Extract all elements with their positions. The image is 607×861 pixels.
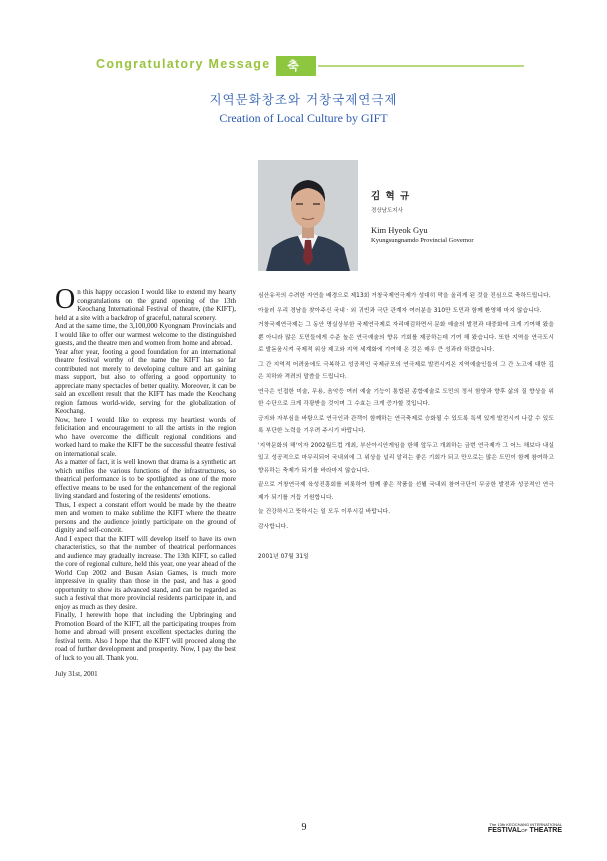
drop-cap: O <box>55 284 76 315</box>
korean-paragraph: 그 간 지역적 어려움에도 극복하고 성공적인 국제규모의 연극제로 발전시켜온 지역예술인들의 그 간 노고에 대한 깊은 치하와 격려의 말씀을 드립니다. <box>258 361 554 380</box>
festival-word-theatre: THEATRE <box>529 827 562 834</box>
author-name-ko: 김 혁 규 <box>371 191 411 202</box>
english-paragraph: And I expect that the KIFT will develop itself to have its own characteristics, so that the number of theatrical performances and audience may gradually increase. The 13th KIFT, so called the core of regional culture, held this year, one year ahead of the World Cup 2002 and Busan Asian Games, is much more impressive in quality than those in the past, and has a good opportunity to show its advanced stand, and can be regarded as such a festival that more provincial residents participate in, and enjoy as much as they desire. <box>55 534 236 611</box>
section-title-ko: 축 사 <box>276 56 316 76</box>
section-header <box>88 56 524 93</box>
english-paragraph: As a matter of fact, it is well known that drama is a synthetic art which unifies the various functions of the infrastructures, so theatrical performance is to be spotlighted as one of the more effective means to be used for the enhancement of the regional living standard and fostering of the residents' emotions. <box>55 458 236 500</box>
english-paragraph <box>55 284 236 322</box>
author-block <box>371 188 474 244</box>
author-name-en: Kim Hyeok Gyu <box>371 225 428 235</box>
english-paragraph: Now, here I would like to express my heartiest words of felicitation and encouragement to all the artists in the region who have overcome the difficult regional conditions and worked hard to make the KIFT be the successful theatre festival on international scale. <box>55 415 236 458</box>
korean-column <box>258 290 554 566</box>
festival-logo-title <box>462 827 562 835</box>
article-title-en: Creation of Local Culture by GIFT <box>219 111 388 125</box>
festival-logo <box>462 822 562 835</box>
english-paragraph: Finally, I herewith hope that including the Upbringing and Promotion Board of the KIFT, all the participating troupes from home and abroad will present excellent spectacles during the festival term. Also I hope that the KIFT will proceed along the road of further development and prosperity. Now, I pay the best of luck to you all. Thank you. <box>55 611 236 662</box>
korean-paragraph: 연극은 인접한 미술, 무용, 음악등 여러 예술 기능이 통합된 종합예술로 도민의 정서 함양과 향후 삶의 질 향상을 위한 수단으로 크게 각광받을 것이며 그 수효는 크게 증가할 것입니다. <box>258 388 554 407</box>
korean-date: 2001년 07월 31일 <box>258 554 309 560</box>
portrait-illustration <box>258 160 358 271</box>
author-role-en: Kyungsungnamdo Provincial Governor <box>371 237 474 244</box>
english-paragraph-text: n this happy occasion I would like to extend my hearty congratulations on the grand opening of the 13th Keochang International Festival of theatre, (the KIFT), held at a site with a backdrop of graceful, natural scenery. <box>55 288 236 322</box>
korean-paragraph: 거창국제연극제는 그 동안 명실상부한 국제연극제로 자리매김하면서 문화 예술의 발전과 대중화에 크게 기여해 왔을 뿐 아니라 많은 도민들에게 수준 높은 연극예술의 향유 기회를 제공하는데 기여 해 왔습니다. 또한 지역을 연극도시로 발돋움시켜 국제적 위상 제고와 지역 세계화에 기여해 온 것은 매우 큰 성과라 하겠습니다. <box>258 322 554 353</box>
english-paragraph: Year after year, footing a good foundation for an international theatre festival worthy of the name the KIFT has so far contributed not merely to developing culture and art gaining mass support, but also to offering a good opportunity to appreciate many spectacles of better quality. Moreover, it can be said an excellent result that the KIFT has made the Keochang region famous world-wide, serving for the globalization of Keochang. <box>55 347 236 415</box>
english-column <box>55 284 236 679</box>
english-date: July 31st, 2001 <box>55 670 98 678</box>
page-number: 9 <box>301 822 307 833</box>
english-paragraph: And at the same time, the 3,100,000 Kyongnam Provincials and I would like to offer our warmest welcome to the distinguished guests, and the theatre men and women from home and abroad. <box>55 322 236 347</box>
korean-paragraph: 긍지와 자부심을 바탕으로 연극인과 관객이 함께하는 연극축제로 승화될 수 있도록 특색 있게 발전시켜 나갈 수 있도록 부단한 노력을 기우려 주시기 바랍니다. <box>258 415 554 434</box>
author-portrait <box>258 160 358 271</box>
korean-paragraph: 끝으로 거창연극제 육성진흥회를 비롯하여 함께 좋은 작품을 선뵐 국내외 참여극단이 무궁한 발전과 성공적인 연극제가 되기를 거듭 기원합니다. <box>258 482 554 501</box>
festival-word-of: OF <box>521 828 528 833</box>
festival-word-festival: FESTIVAL <box>487 827 522 834</box>
article-title-ko: 지역문화창조와 거창국제연극제 <box>209 92 398 107</box>
korean-paragraph: 감사합니다. <box>258 523 289 530</box>
korean-paragraph: '지역문화의 해'이자 2002월드컵 개최, 부산아시안게임을 한해 앞두고 개최하는 금번 연극제가 그 어느 해보다 내실 있고 성공적으로 마무리되어 국내외에 그 위상을 널리 알리는 좋은 기회가 되고 만으로는 많은 도민이 함께 참여하고 향유하는 축제가 되기를 바라마지 않습니다. <box>258 442 554 474</box>
korean-paragraph: 아울러 우리 경남을 찾아주신 국내 · 외 귀빈과 극단 관계자 여러분을 310만 도민과 함께 환영해 마지 않습니다. <box>258 307 542 314</box>
section-title-en: Congratulatory Message <box>96 57 271 71</box>
festival-logo-subtitle: The 13th KEOCHANG INTERNATIONAL <box>489 822 562 827</box>
korean-paragraph: 심산유곡의 수려한 자연을 배경으로 제13회 거창국제연극제가 성대히 막을 올리게 된 것을 진심으로 축하드립니다. <box>258 293 551 299</box>
korean-paragraph: 늘 건강하시고 뜻하시는 일 모두 이루시길 바랍니다. <box>258 509 391 515</box>
author-role-ko: 경상남도지사 <box>371 208 403 214</box>
header-divider <box>318 65 524 67</box>
english-paragraph: Thus, I expect a constant effort would be made by the theatre men and women to make sublime the KIFT where the theatre persons and the audience jointly participate on the ground of dignity and self-conceit. <box>55 500 236 534</box>
